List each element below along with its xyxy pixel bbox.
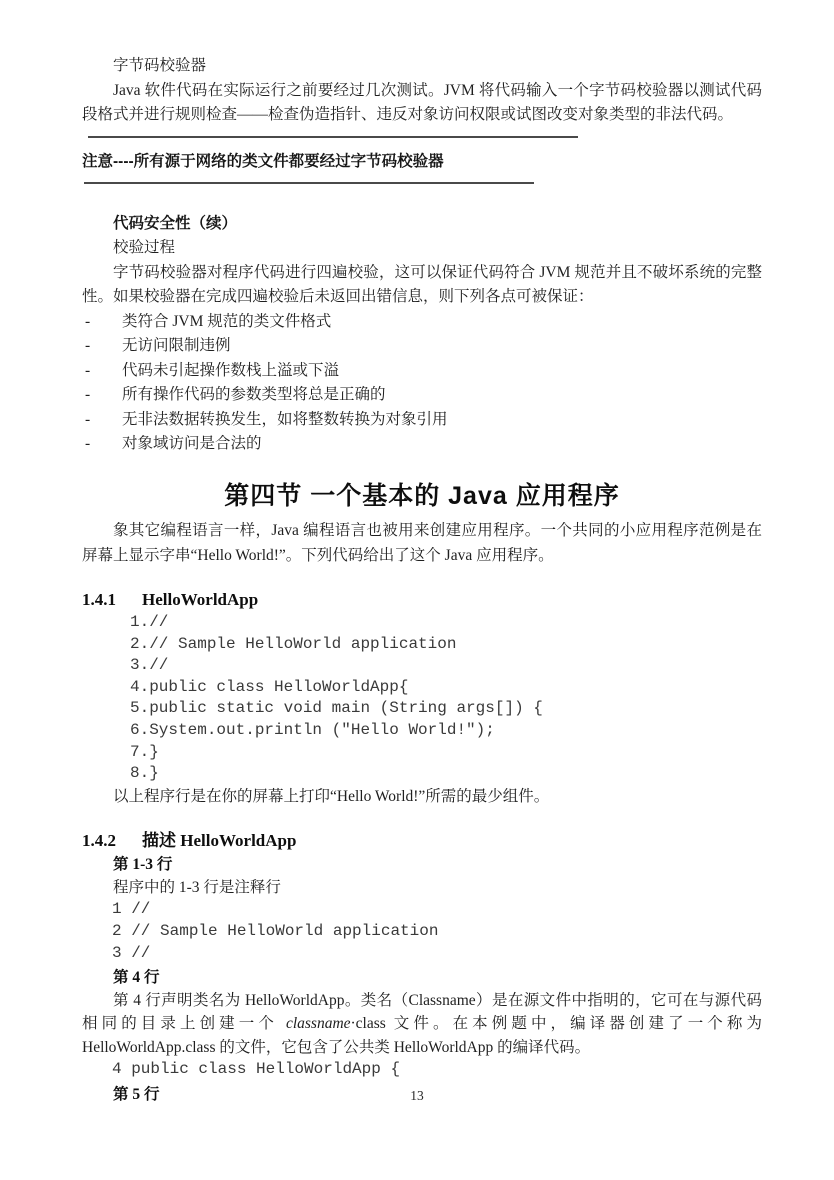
code-line: 5.public static void main (String args[]) {	[130, 699, 543, 718]
note-divider-top	[88, 136, 578, 138]
code-line: 6.System.out.println ("Hello World!");	[130, 721, 495, 740]
code-line: 4 public class HelloWorldApp {	[112, 1059, 401, 1078]
dash-bullet: -	[85, 386, 91, 404]
code-line: 3.//	[130, 656, 169, 675]
lines-1-3-heading: 第 1-3 行	[113, 856, 173, 874]
code-line: 2 // Sample HelloWorld application	[112, 921, 439, 940]
comment-lines-code-block	[112, 899, 762, 964]
dash-bullet: -	[85, 361, 91, 379]
code-line: 7.}	[130, 742, 159, 761]
section-heading-141	[82, 588, 762, 612]
code-line: 1 //	[112, 900, 151, 919]
list-item	[82, 408, 762, 433]
lines-1-3-description: 程序中的 1-3 行是注释行	[113, 879, 281, 897]
list-item-text: 代码未引起操作数栈上溢或下溢	[122, 361, 340, 379]
list-item	[82, 432, 762, 457]
code-line: 8.}	[130, 764, 159, 783]
note-divider-bottom	[84, 182, 534, 184]
classname-italic: classname	[285, 1015, 351, 1033]
section-title: HelloWorldApp	[142, 590, 259, 610]
line-4-heading: 第 4 行	[113, 969, 160, 987]
code-line: 4.public class HelloWorldApp{	[130, 677, 409, 696]
list-item	[82, 359, 762, 384]
page-content	[82, 0, 762, 1106]
code-caption: 以上程序行是在你的屏幕上打印“Hello World!”所需的最少组件。	[113, 787, 550, 805]
list-item-text: 类符合 JVM 规范的类文件格式	[122, 312, 332, 330]
section-heading-142	[82, 829, 762, 853]
dash-bullet: -	[85, 410, 91, 428]
section-number: 1.4.2	[82, 831, 116, 851]
list-item	[82, 334, 762, 359]
code-safety-paragraph: 字节码校验器对程序代码进行四遍校验，这可以保证代码符合 JVM 规范并且不破坏系统的完整性。如果校验器在完成四遍校验后未返回出错信息，则下列各点可被保证：	[82, 263, 762, 305]
code-safety-heading: 代码安全性（续）	[113, 214, 238, 232]
list-item-text: 所有操作代码的参数类型将总是正确的	[122, 386, 386, 404]
line-5-heading: 第 5 行	[113, 1085, 160, 1103]
list-item	[82, 310, 762, 335]
bytecode-verifier-paragraph: Java 软件代码在实际运行之前要经过几次测试。JVM 将代码输入一个字节码校验器以测试代码段格式并进行规则检查——检查伪造指针、违反对象访问权限或试图改变对象类型的非法代码。	[82, 81, 762, 123]
chapter-intro-paragraph: 象其它编程语言一样，Java 编程语言也被用来创建应用程序。一个共同的小应用程序范例是在屏幕上显示字串“Hello World!”。下列代码给出了这个 Java 应用程序。	[82, 522, 762, 564]
list-item-text: 对象域访问是合法的	[122, 435, 262, 453]
bytecode-verifier-title: 字节码校验器	[113, 57, 207, 74]
chapter-heading: 第四节 一个基本的 Java 应用程序	[224, 482, 620, 511]
verification-process-label: 校验过程	[113, 239, 176, 256]
class-declaration-code-block	[112, 1059, 762, 1081]
code-line: 2.// Sample HelloWorld application	[130, 634, 457, 653]
line-4-text-before: 第 4 行声明类名为 HelloWorldApp。类名（Classname）是在源文件中指明的，它可在与源代码相同的目录上创建一个	[82, 992, 762, 1033]
list-item-text: 无访问限制违例	[122, 337, 231, 355]
line-4-paragraph	[82, 989, 762, 1059]
guarantee-list	[82, 310, 762, 458]
dash-bullet: -	[85, 337, 91, 355]
line-4-text-after: ·class 文件。在本例题中，编译器创建了一个称为 HelloWorldApp.class 的文件，它包含了公共类 HelloWorldApp 的编译代码。	[82, 1015, 762, 1056]
list-item-text: 无非法数据转换发生，如将整数转换为对象引用	[122, 410, 448, 428]
note-text: 注意----所有源于网络的类文件都要经过字节码校验器	[82, 152, 444, 170]
list-item	[82, 383, 762, 408]
section-number: 1.4.1	[82, 590, 116, 610]
code-line: 3 //	[112, 943, 151, 962]
dash-bullet: -	[85, 435, 91, 453]
dash-bullet: -	[85, 312, 91, 330]
section-title: 描述 HelloWorldApp	[142, 831, 297, 851]
page-number: 13	[410, 1088, 424, 1103]
helloworld-code-block	[130, 612, 762, 785]
code-line: 1.//	[130, 613, 169, 632]
